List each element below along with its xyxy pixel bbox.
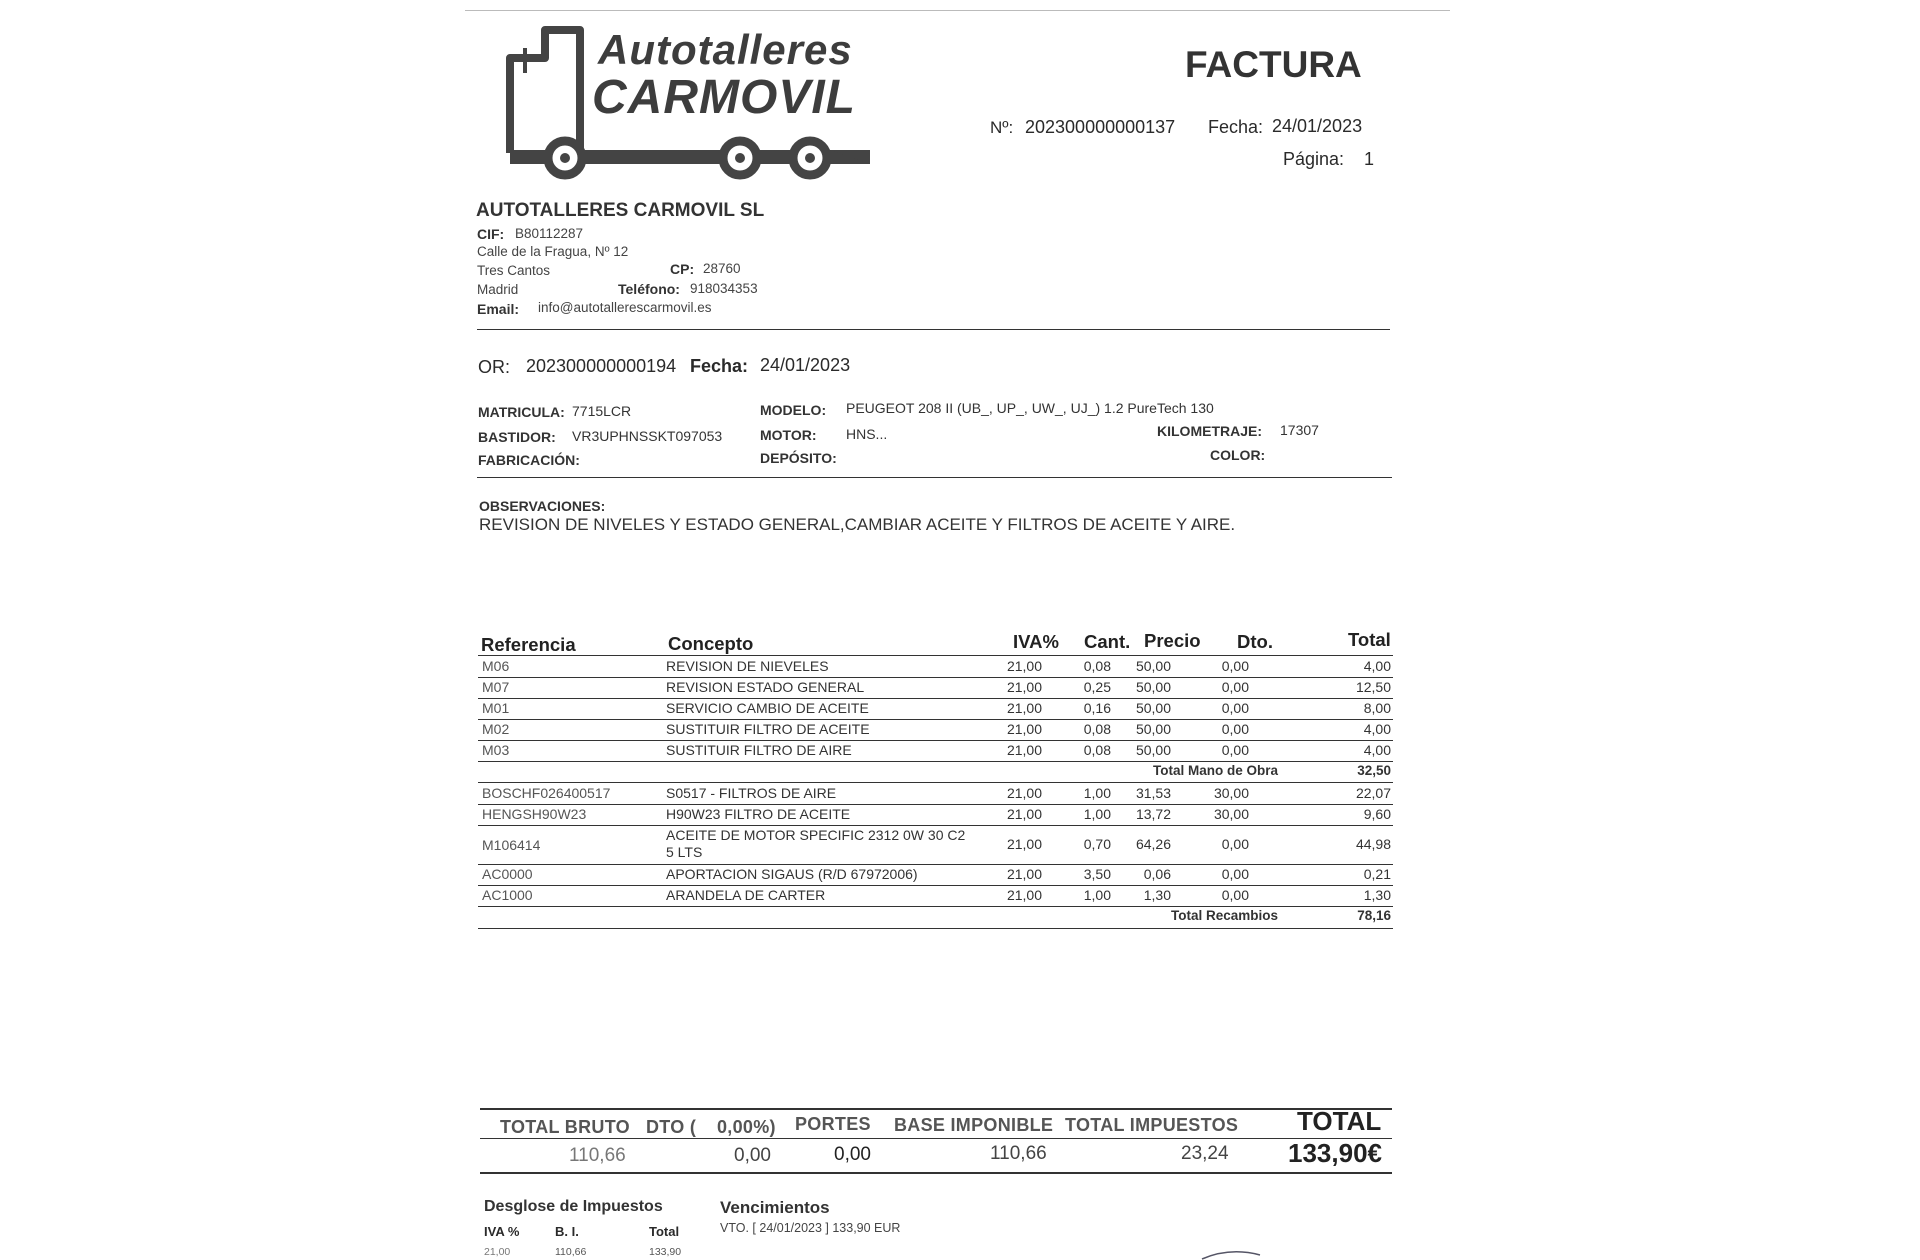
cell-ref: HENGSH90W23 (482, 806, 587, 822)
portes-value: 0,00 (834, 1144, 871, 1165)
desglose-title: Desglose de Impuestos (484, 1198, 663, 1215)
table-row (478, 656, 1393, 677)
kilometraje-label: KILOMETRAJE: (1157, 423, 1262, 439)
or-label: OR: (478, 357, 511, 377)
cif-label: CIF: (477, 226, 505, 242)
cell-total: 8,00 (1363, 700, 1391, 716)
or-date: 24/01/2023 (760, 355, 851, 375)
invoice-number: 202300000000137 (1025, 117, 1176, 137)
cell-total: 4,00 (1363, 742, 1391, 758)
cell-ref: M06 (482, 658, 510, 674)
invoice-title: FACTURA (1185, 44, 1362, 85)
cell-iva: 21,00 (1006, 785, 1042, 801)
invoice-date: 24/01/2023 (1272, 116, 1363, 136)
company-name: AUTOTALLERES CARMOVIL SL (476, 200, 765, 221)
vencimientos-line: VTO. [ 24/01/2023 ] 133,90 EUR (720, 1221, 901, 1235)
cell-iva: 21,00 (1006, 806, 1042, 822)
cell-cant: 0,25 (1083, 679, 1111, 695)
invoice-number-label: Nº: (990, 118, 1014, 137)
phone-value: 918034353 (690, 281, 758, 296)
col-header-cant: Cant. (1084, 631, 1131, 652)
matricula-value: 7715LCR (572, 403, 632, 419)
company-province: Madrid (477, 282, 519, 297)
cell-ref: M07 (482, 679, 510, 695)
cell-dto: 0,00 (1221, 679, 1249, 695)
cell-total: 4,00 (1363, 721, 1391, 737)
cell-concepto: APORTACION SIGAUS (R/D 67972006) (666, 866, 918, 882)
total-impuestos-label: TOTAL IMPUESTOS (1065, 1115, 1239, 1135)
modelo-label: MODELO: (760, 402, 827, 418)
desglose-iva: 21,00 (484, 1246, 511, 1258)
desglose-header-iva: IVA % (484, 1224, 520, 1239)
cell-precio: 50,00 (1135, 700, 1171, 716)
cell-cant: 3,50 (1083, 866, 1111, 882)
dto-label: DTO ( (646, 1117, 697, 1137)
vencimientos-title: Vencimientos (720, 1198, 830, 1217)
cell-iva: 21,00 (1006, 866, 1042, 882)
col-header-dto: Dto. (1237, 631, 1273, 652)
cell-iva: 21,00 (1006, 887, 1042, 903)
total-bruto-label: TOTAL BRUTO (500, 1117, 630, 1137)
cp-value: 28760 (703, 261, 741, 276)
cell-cant: 0,08 (1083, 721, 1111, 737)
cell-iva: 21,00 (1006, 721, 1042, 737)
cell-iva: 21,00 (1006, 700, 1042, 716)
cell-concepto: H90W23 FILTRO DE ACEITE (666, 806, 851, 822)
cell-precio: 64,26 (1135, 836, 1171, 852)
matricula-label: MATRICULA: (478, 404, 565, 420)
cell-precio: 13,72 (1135, 806, 1171, 822)
cell-ref: M01 (482, 700, 510, 716)
kilometraje-value: 17307 (1280, 422, 1319, 438)
modelo-value: PEUGEOT 208 II (UB_, UP_, UW_, UJ_) 1.2 PureTech 130 (846, 400, 1214, 416)
col-header-iva: IVA% (1013, 631, 1059, 652)
parts-total-label: Total Recambios (1170, 908, 1278, 923)
cell-concepto-line2: 5 LTS (666, 844, 703, 860)
total-bruto-value: 110,66 (569, 1145, 626, 1166)
cell-total: 12,50 (1355, 679, 1391, 695)
cell-concepto: SERVICIO CAMBIO DE ACEITE (666, 700, 869, 716)
cell-cant: 1,00 (1083, 785, 1111, 801)
cell-dto: 30,00 (1213, 785, 1249, 801)
cell-total: 44,98 (1355, 836, 1391, 852)
table-row (478, 825, 1393, 863)
cell-cant: 1,00 (1083, 806, 1111, 822)
base-imponible-label: BASE IMPONIBLE (894, 1115, 1054, 1135)
cell-concepto: ARANDELA DE CARTER (666, 887, 826, 903)
cell-precio: 50,00 (1135, 721, 1171, 737)
cell-concepto: REVISION DE NIEVELES (666, 658, 829, 674)
col-header-precio: Precio (1144, 630, 1201, 651)
cell-iva: 21,00 (1006, 679, 1042, 695)
divider (477, 477, 1392, 478)
table-row (478, 719, 1393, 740)
dto-percent: 0,00%) (717, 1117, 776, 1137)
table-row (478, 804, 1393, 825)
table-row (478, 740, 1393, 761)
company-address: Calle de la Fragua, Nº 12 (477, 244, 629, 259)
cell-dto: 0,00 (1221, 658, 1249, 674)
cell-concepto: S0517 - FILTROS DE AIRE (666, 785, 837, 801)
col-header-total: Total (1348, 629, 1391, 650)
motor-value: HNS... (846, 426, 888, 442)
base-imponible-value: 110,66 (990, 1143, 1047, 1164)
desglose-bi: 110,66 (555, 1246, 587, 1258)
table-row (478, 677, 1393, 698)
cell-total: 22,07 (1355, 785, 1391, 801)
cell-precio: 50,00 (1135, 658, 1171, 674)
cell-ref: M02 (482, 721, 510, 737)
or-number: 202300000000194 (526, 356, 677, 376)
cell-dto: 0,00 (1221, 887, 1249, 903)
cell-dto: 0,00 (1221, 721, 1249, 737)
labor-total-label: Total Mano de Obra (1152, 763, 1278, 778)
bastidor-label: BASTIDOR: (478, 429, 556, 445)
totals-mid-line (480, 1138, 1392, 1139)
deposito-label: DEPÓSITO: (760, 450, 837, 466)
fabricacion-label: FABRICACIÓN: (478, 452, 580, 468)
cell-ref: M03 (482, 742, 510, 758)
portes-label: PORTES (795, 1114, 871, 1134)
cell-cant: 0,08 (1083, 658, 1111, 674)
scan-edge-line (465, 10, 1450, 11)
cp-label: CP: (670, 261, 695, 277)
cif-value: B80112287 (515, 226, 584, 241)
cell-precio: 0,06 (1143, 866, 1171, 882)
cell-iva: 21,00 (1006, 836, 1042, 852)
cell-ref: AC0000 (482, 866, 533, 882)
observaciones-text: REVISION DE NIVELES Y ESTADO GENERAL,CAMBIAR ACEITE Y FILTROS DE ACEITE Y AIRE. (479, 515, 1236, 534)
cell-precio: 1,30 (1143, 887, 1171, 903)
bastidor-value: VR3UPHNSSKT097053 (572, 428, 723, 444)
col-header-referencia: Referencia (481, 634, 576, 655)
signature-mark (1200, 1245, 1280, 1260)
cell-total: 1,30 (1363, 887, 1391, 903)
subtotal-row (478, 761, 1393, 782)
cell-precio: 50,00 (1135, 742, 1171, 758)
labor-total-value: 32,50 (1357, 763, 1391, 778)
total-label: TOTAL (1297, 1106, 1382, 1136)
subtotal-row (478, 906, 1393, 927)
color-label: COLOR: (1210, 447, 1266, 463)
cell-concepto: ACEITE DE MOTOR SPECIFIC 2312 0W 30 C2 (666, 827, 966, 843)
cell-concepto: SUSTITUIR FILTRO DE AIRE (666, 742, 852, 758)
cell-concepto: SUSTITUIR FILTRO DE ACEITE (666, 721, 870, 737)
cell-total: 0,21 (1363, 866, 1391, 882)
company-logo (490, 18, 880, 190)
invoice-date-label: Fecha: (1208, 117, 1264, 137)
table-row (478, 783, 1393, 804)
cell-precio: 50,00 (1135, 679, 1171, 695)
total-value: 133,90€ (1288, 1138, 1382, 1168)
table-row (478, 698, 1393, 719)
cell-dto: 0,00 (1221, 700, 1249, 716)
page-label: Página: (1283, 149, 1345, 169)
cell-ref: BOSCHF026400517 (482, 785, 611, 801)
totals-bottom-line (480, 1172, 1392, 1174)
table-row (478, 864, 1393, 885)
cell-dto: 0,00 (1221, 866, 1249, 882)
cell-cant: 1,00 (1083, 887, 1111, 903)
totals-top-line (480, 1108, 1392, 1110)
email-label: Email: (477, 301, 520, 317)
divider (477, 329, 1390, 330)
cell-cant: 0,70 (1083, 836, 1111, 852)
cell-ref: M106414 (482, 837, 541, 853)
page-number: 1 (1364, 149, 1375, 169)
desglose-header-total: Total (649, 1224, 680, 1239)
cell-concepto: REVISION ESTADO GENERAL (666, 679, 865, 695)
email-value: info@autotallerescarmovil.es (538, 300, 712, 315)
col-header-concepto: Concepto (668, 633, 754, 654)
cell-dto: 0,00 (1221, 742, 1249, 758)
observaciones-label: OBSERVACIONES: (479, 498, 606, 514)
phone-label: Teléfono: (618, 281, 680, 297)
cell-cant: 0,08 (1083, 742, 1111, 758)
cell-precio: 31,53 (1135, 785, 1171, 801)
desglose-header-bi: B. I. (555, 1224, 579, 1239)
total-impuestos-value: 23,24 (1181, 1143, 1229, 1164)
or-date-label: Fecha: (690, 356, 749, 376)
row-line (478, 928, 1393, 929)
cell-iva: 21,00 (1006, 742, 1042, 758)
company-city: Tres Cantos (477, 263, 551, 278)
cell-dto: 30,00 (1213, 806, 1249, 822)
logo-text-line1: Autotalleres (598, 26, 853, 73)
cell-dto: 0,00 (1221, 836, 1249, 852)
motor-label: MOTOR: (760, 427, 817, 443)
cell-total: 9,60 (1363, 806, 1391, 822)
cell-ref: AC1000 (482, 887, 533, 903)
dto-value: 0,00 (734, 1145, 771, 1166)
parts-total-value: 78,16 (1357, 908, 1391, 923)
desglose-total: 133,90 (649, 1246, 682, 1258)
cell-cant: 0,16 (1083, 700, 1111, 716)
table-row (478, 885, 1393, 906)
cell-total: 4,00 (1363, 658, 1391, 674)
logo-text-line2: CARMOVIL (592, 71, 856, 124)
cell-iva: 21,00 (1006, 658, 1042, 674)
